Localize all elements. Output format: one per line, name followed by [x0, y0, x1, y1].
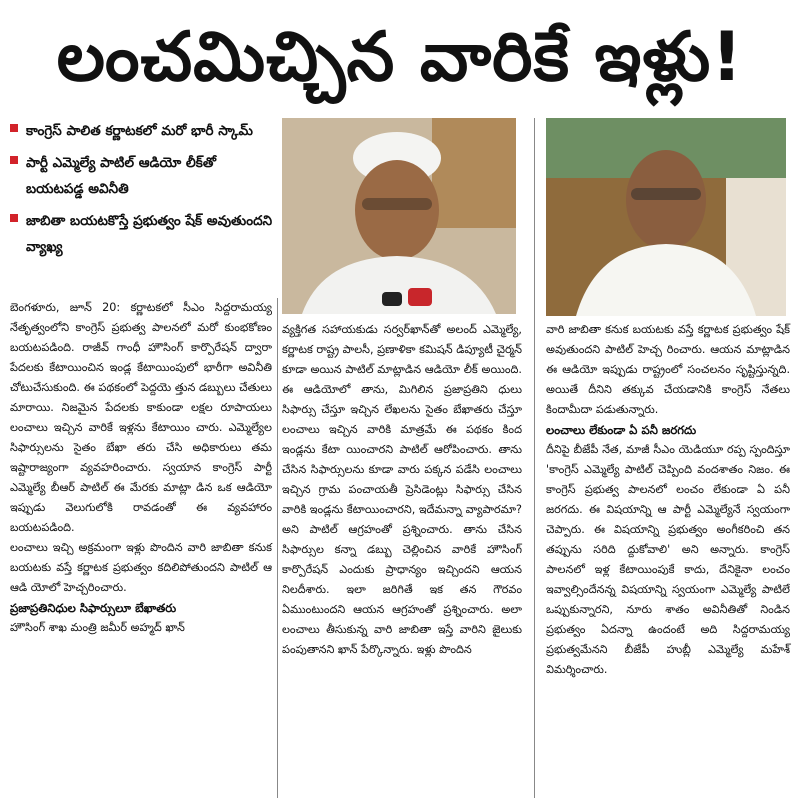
article-column-2 — [282, 320, 522, 660]
article-subhead: లంచాలు లేకుండా ఏ పనీ జరగదు — [546, 423, 697, 437]
article-paragraph: దీనిపై బీజేపీ నేత, మాజీ సీఎం యెడియూ రప్ప స్పందిస్తూ 'కాంగ్రెస్ ఎమ్మెల్యే పాటిల్ చెప్పింది వందశాతం నిజం. ఈ కాంగ్రెస్ ప్రభుత్వ పాలనలో లంచం లేకుండా ఏ పనీ జరగదు. ఈ విషయాన్ని ఆ పార్టీ ఎమ్మెల్యేనే స్వయంగా చెప్పారు. ఈ విషయాన్ని ప్రభుత్వం అంగీకరించి తన తప్పును సరిది ద్దుకోవాలి' అని అన్నారు. కాంగ్రెస్ పాలనలో ఇళ్ల కేటాయింపుకే కాదు, దేనికైనా లంచం ఇవ్వాల్సిందేనన్న విషయాన్ని స్వయంగా ఎమ్మెల్యే పాటిలే ఒప్పుకున్నారని, నూరు శాతం అవినీతితో నిండిన ప్రభుత్వం ఏదన్నా ఉందంటే అది సిద్దరామయ్య ప్రభుత్వమేనని బీజేపీ హుబ్లీ ఎమ్మెల్యే మహేశ్ విమర్శించారు. — [546, 443, 790, 676]
cm-siddaramaiah-photo — [546, 118, 786, 316]
cm-portrait-image — [546, 118, 786, 316]
article-subhead: ప్రజాప్రతినిధుల సిఫార్సులూ బేఖాతరు — [10, 601, 177, 615]
article-paragraph: హౌసింగ్ శాఖ మంత్రి జమీర్ అహ్మద్ ఖాన్ — [10, 621, 185, 634]
highlight-text: జాబితా బయటకొస్తే ప్రభుత్వం షేక్ అవుతుందని వ్యాఖ్య — [26, 213, 273, 255]
mla-portrait-image — [282, 118, 516, 314]
mla-patil-photo — [282, 118, 516, 314]
article-paragraph: లంచాలు ఇచ్చి అక్రమంగా ఇళ్లు పొందిన వారి జాబితా కనుక బయటకు వస్తే కర్ణాటక ప్రభుత్వం కదిలిపోతుందని పాటిల్ ఆ ఆడి యోలో హెచ్చరించారు. — [10, 541, 272, 594]
highlight-item — [10, 118, 278, 144]
article-paragraph: బెంగళూరు, జూన్ 20: కర్ణాటకలో సీఎం సిద్దరామయ్య నేతృత్వంలోని కాంగ్రెస్ ప్రభుత్వ పాలనలో మరో కుంభకోణం బయటపడింది. రాజీవ్ గాంధీ హౌసింగ్ కార్పొరేషన్ ద్వారా పేదలకు కేటాయించిన ఇండ్ల కేటాయింపులో భారీగా అవినీతి చోటుచేసుకుంది. ఈ పథకంలో పెద్దయె త్తున డబ్బులు చేతులు మారాయి. నిజమైన పేదలకు కాకుండా లక్షల రూపాయలు లంచాలు ఇచ్చిన వారికే ఇళ్లను కేటాయిం చారు. ఎమ్మెల్యేల సిఫార్సులను సైతం బేఖా తరు చేసి అధికారులు తమ ఇష్టారాజ్యంగా వ్యవహరించారు. స్వయాన కాంగ్రెస్ పార్టీ ఎమ్మెల్యే బీఆర్ పాటిల్ ఈ మేరకు మాట్లా డిన ఒక ఆడియో ఇప్పుడు వెలుగులోకి రావడంతో ఈ వ్యవహారం బయటపడింది. — [10, 301, 272, 534]
highlight-item — [10, 208, 278, 260]
article-paragraph: వ్యక్తిగత సహాయకుడు సర్వర్‌ఖాన్‌తో అలంద్ ఎమ్మెల్యే, కర్ణాటక రాష్ట్ర పాలసీ, ప్రణాళికా కమిషన్ డిప్యూటీ చైర్మన్ కూడా అయిన పాటిల్ మాట్లాడిన ఆడియో లీక్ అయింది. ఈ ఆడియోలో తాను, మిగిలిన ప్రజాప్రతిని ధులు సిఫార్సు చేస్తూ ఇచ్చిన లేఖలను సైతం బేఖాతరు చేస్తూ లంచాలు ఇచ్చిన వారికి మాత్రమే ఈ పథకం కింద ఇండ్లను కేటా యించారని పాటిల్ ఆరోపించారు. తాను చేసిన సిఫార్సులను కూడా వారు పక్కన పడేసి లంచాలు ఇచ్చిన గ్రామ పంచాయతీ ప్రెసిడెంట్లు సిఫార్సు చేసిన వారికి ఇండ్లను కేటాయించారని, ఇదేమన్నా వ్యాపారమా? అని పాటిల్ ఆగ్రహంతో ప్రశ్నించారు. తాను చేసిన సిఫార్సుల కన్నా డబ్బు చెల్లించిన వారికే హౌసింగ్ కార్పొరేషన్ ఎందుకు ప్రాధాన్యం ఇచ్చిందని ఆయన నిలదీశారు. ఇలా జరిగితే ఇక తన గౌరవం ఏముంటుందని ఆయన ఆగ్రహంతో ప్రశ్నించారు. అలా లంచాలు తీసుకున్న వారి జాబితా ఇస్తే వారిని జైలుకు పంపుతానని ఖాన్ పేర్కొన్నారు. ఇళ్లు పొందిన — [282, 323, 522, 656]
highlight-text: కాంగ్రెస్ పాలిత కర్ణాటకలో మరో భారీ స్కామ్ — [26, 123, 253, 139]
column-divider — [534, 118, 535, 798]
article-column-3 — [546, 320, 790, 680]
highlight-item — [10, 150, 278, 202]
article-column-1 — [10, 298, 272, 638]
column-divider — [277, 298, 278, 798]
article-paragraph: వారి జాబితా కనుక బయటకు వస్తే కర్ణాటక ప్రభుత్వం షేక్ అవుతుందని పాటిల్ హెచ్చ రించారు. ఆయన మాట్లాడిన ఈ ఆడియో ఇప్పుడు రాష్ట్రంలో సంచలనం సృష్టిస్తున్నది. అయితే దీనిని తక్కువ చేయడానికి కాంగ్రెస్ నేతలు కిందామీదా పడుతున్నారు. — [546, 323, 790, 416]
bullet-square-icon — [10, 124, 18, 132]
bullet-square-icon — [10, 156, 18, 164]
highlights-list — [10, 118, 278, 266]
highlight-text: పార్టీ ఎమ్మెల్యే పాటిల్ ఆడియో లీక్‌తో బయటపడ్డ అవినీతి — [26, 155, 217, 197]
bullet-square-icon — [10, 214, 18, 222]
headline: లంచమిచ్చిన వారికే ఇళ్లు! — [56, 18, 744, 97]
